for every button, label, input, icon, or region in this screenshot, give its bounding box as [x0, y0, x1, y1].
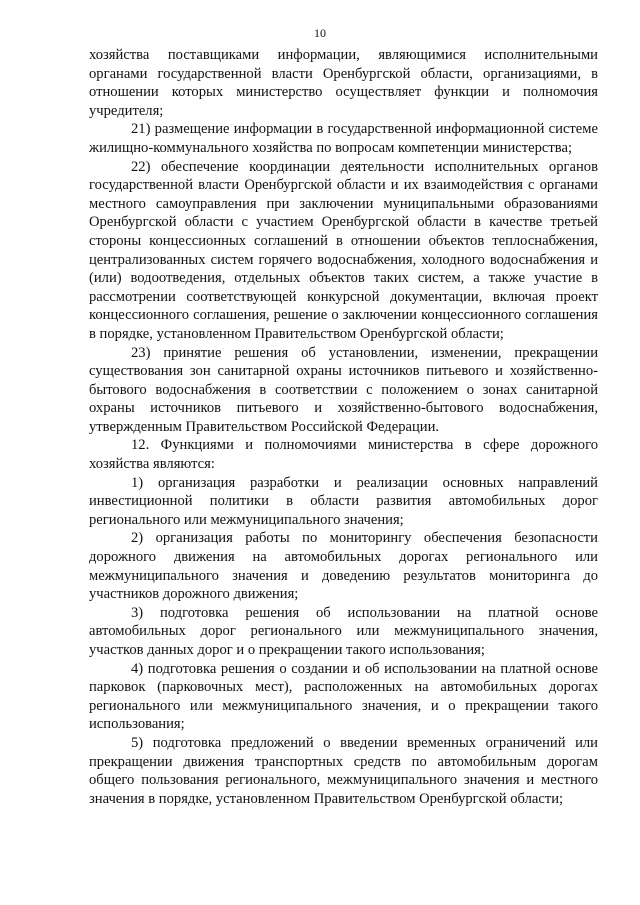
paragraph-item-23: 23) принятие решения об установлении, изменении, прекращении существования зон санитарной охраны источников питьевого и хозяйственно-бытового водоснабжения в соответствии с положением о зонах санитарной охраны источников питьевого и хозяйственно-бытового водоснабжения, утвержденным Правительством Российской Федерации. [89, 344, 598, 435]
paragraph-item-2: 2) организация работы по мониторингу обеспечения безопасности дорожного движения на автомобильных дорогах регионального или межмуниципального значения и доведению результатов мониторинга до участников дорожного движения; [89, 530, 598, 603]
paragraph-item-21: 21) размещение информации в государственной информационной системе жилищно-коммунального хозяйства по вопросам компетенции министерства; [89, 121, 598, 156]
document-body [89, 46, 598, 808]
paragraph-item-3: 3) подготовка решения об использовании на платной основе автомобильных дорог регионального или межмуниципального значения, участков данных дорог и о прекращении такого использования; [89, 604, 598, 658]
paragraph-section-12: 12. Функциями и полномочиями министерства в сфере дорожного хозяйства являются: [89, 437, 598, 473]
paragraph-item-1: 1) организация разработки и реализации основных направлений инвестиционной политики в области развития автомобильных дорог регионального или межмуниципального значения; [89, 474, 598, 528]
paragraph-continuation: хозяйства поставщиками информации, являющимися исполнительными органами государственной власти Оренбургской области, организациями, в отношении которых министерство осуществляет функции и полномочия учредителя; [89, 47, 598, 119]
page-number: 10 [314, 26, 326, 40]
paragraph-item-4: 4) подготовка решения о создании и об использовании на платной основе парковок (парковочных мест), расположенных на автомобильных дорогах регионального или межмуниципального значения, и о прекращении такого использования; [89, 660, 598, 733]
paragraph-item-5: 5) подготовка предложений о введении временных ограничений или прекращении движения транспортных средств по автомобильным дорогам общего пользования регионального, межмуниципального значения и местного значения в порядке, установленном Правительством Оренбургской области; [89, 734, 598, 807]
paragraph-item-22: 22) обеспечение координации деятельности исполнительных органов государственной власти Оренбургской области и их взаимодействия с органами местного самоуправления при заключении муниципальными образованиями Оренбургской области с участием Оренбургской области в качестве третьей стороны концессионных соглашений в отношении объектов теплоснабжения, централизованных систем горячего водоснабжения, холодного водоснабжения и (или) водоотведения, отдельных объектов таких систем, а также участие в рассмотрении соответствующей конкурсной документации, включая проект концессионного соглашения, решение о заключении концессионного соглашения в порядке, установленном Правительством Оренбургской области; [89, 158, 598, 342]
